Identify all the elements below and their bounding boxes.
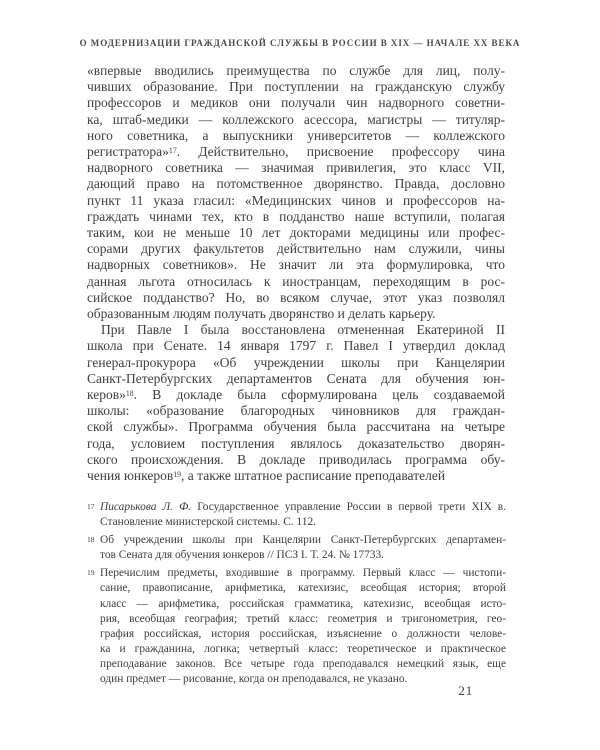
text-line: При Павле I была восстановлена отмененная Екатериной II [101,322,505,338]
text-line: сорами других факультетов действительно нам служили, чины [87,241,505,257]
running-header: О МОДЕРНИЗАЦИИ ГРАЖДАНСКОЙ СЛУЖБЫ В РОССИИ В XIX — НАЧАЛЕ XX ВЕКА [79,38,521,48]
text-line: граждать чинами тех, кто в подданство наше вступили, полагая [87,208,505,224]
text-line: надворных советников». Не значит ли эта формулировка, что [87,257,505,273]
text-line: рия, всеобщая география; третий класс: геометрия и тригонометрия, гео- [100,612,506,625]
text-line: ского происхождения. В докладе приводилась программа обу- [87,451,505,467]
text-line: генерал-прокурора «Об учреждении школы при Канцелярии [87,354,505,370]
text-line: профессоров и медиков они получали чин надворного советни- [87,95,505,111]
text-line: Перечислим предметы, входившие в программу. Первый класс — чистопи- [100,567,506,580]
text-line: графия российская, история российская, изъяснение о должности челове- [100,627,506,640]
text-line: данная льгота относилась к иностранцам, переходящим в рос- [87,273,505,289]
page-number: 21 [458,683,473,698]
text-line: чения юнкеров$^{19}$, а также штатное расписание преподавателей [87,468,446,484]
footnote [86,566,506,687]
footnote [86,500,506,530]
text-line: Санкт-Петербургских департаментов Сената для обучения юн- [87,370,505,386]
footnote-number: 19 [87,568,95,578]
text-line: чивших образование. При поступлении на гражданскую службу [87,79,505,95]
footnote-number: 18 [87,535,95,545]
text-line: один предмет — рисование, когда он преподавался, не указано. [100,673,408,686]
text-line: пункт 11 указа гласил: «Медицинских чинов и профессоров на- [87,192,505,208]
footnote-number: 17 [87,502,95,511]
footnotes-section [86,500,506,690]
text-line: регистратора»$^{17}$. Действительно, присвоение профессору чина [87,144,505,160]
paragraph [87,322,505,484]
text-line: сание, правописание, арифметика, катехизис, всеобщая история; второй [100,582,506,595]
body-text [87,63,505,484]
text-line: керов»$^{18}$. В докладе была сформулирована цель создаваемой [87,387,505,403]
text-line: ка, штаб-медики — коллежского асессора, магистры — титуляр- [87,111,505,127]
text-line: класс — арифметика, российская грамматика, катехизис, всеобщая исто- [100,597,506,610]
text-line: образованным людям получать дворянство и делать карьеру. [87,306,436,322]
footnote [86,533,506,563]
text-line: Становление министерской системы. С. 112. [100,516,317,529]
text-line: ного советника, а выпускники университетов — коллежского [87,127,505,143]
text-line: школы: «образование благородных чиновников для граждан- [87,403,505,419]
text-line: года, условием поступления являлось доказательство дворян- [87,435,505,451]
text-line: тов Сената для обучения юнкеров // ПСЗ I. Т. 24. № 17733. [100,549,385,562]
text-line: ской службы». Программа обучения была рассчитана на четыре [87,419,505,435]
text-line: «впервые вводились преимущества по службе для лиц, полу- [87,63,505,78]
text-line: Писарькова Л. Ф. Государственное управление России в первой трети XIX в. [100,501,506,513]
text-line: Об учреждении школы при Канцелярии Санкт-Петербургских департамен- [100,534,506,547]
text-line: таким, кои не меньше 10 лет докторами медицины или профес- [87,225,505,241]
text-line: преподавание законов. Все четыре года преподавался немецкий язык, еще [100,657,506,670]
text-line: школа при Сенате. 14 января 1797 г. Павел I утвердил доклад [87,338,505,354]
paragraph [87,63,505,322]
text-line: ка и гражданина, логика; четвертый класс: теоретическое и практическое [100,642,506,655]
text-line: дающий право на потомственное дворянство. Правда, дословно [87,176,505,192]
text-line: сийское подданство? Но, во всяком случае, этот указ позволял [87,289,505,305]
text-line: надворного советника — значимая привилегия, это класс VII, [87,160,505,176]
